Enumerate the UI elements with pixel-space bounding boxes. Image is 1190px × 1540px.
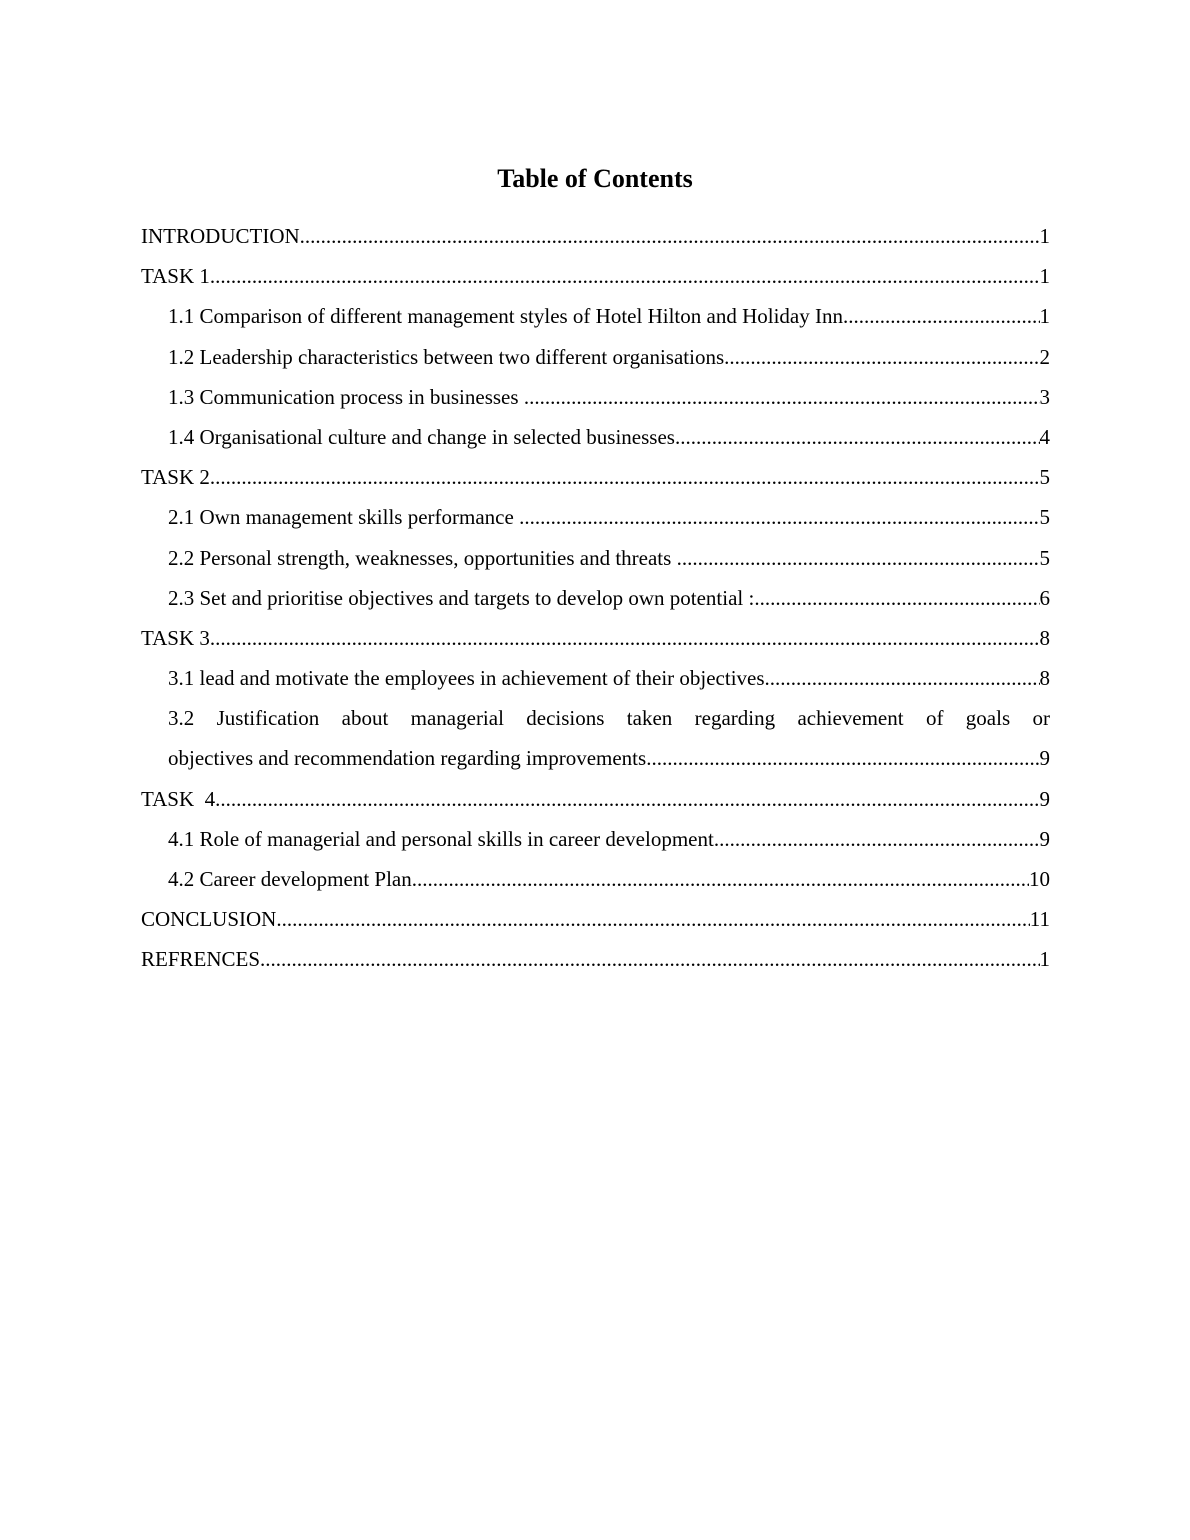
toc-word: or (1032, 706, 1050, 731)
toc-entry-page: 1 (1039, 947, 1050, 972)
toc-entry-4-2[interactable] (141, 859, 1050, 899)
toc-entry-1-4[interactable] (141, 417, 1050, 457)
toc-entry-label: 1.2 Leadership characteristics between two different organisations (168, 344, 725, 369)
dot-leader (524, 377, 1040, 417)
dot-leader (215, 779, 1039, 819)
dot-leader (210, 457, 1040, 497)
dot-leader (260, 939, 1039, 979)
toc-word: regarding (694, 706, 776, 731)
toc-entry-label: TASK 4 (141, 786, 216, 811)
toc-word: goals (965, 706, 1011, 731)
toc-entry-page: 5 (1039, 465, 1050, 490)
toc-word: 3.2 (168, 706, 195, 731)
toc-entry-page: 5 (1039, 545, 1050, 570)
toc-entry-label: objectives and recommendation regarding improvements (168, 746, 647, 771)
dot-leader (724, 337, 1039, 377)
toc-entry-2-2[interactable] (141, 538, 1050, 578)
toc-entry-label-line-2 (168, 738, 1050, 778)
toc-word: managerial (410, 706, 504, 731)
toc-entry-label: 4.1 Role of managerial and personal skills in career development (168, 826, 714, 851)
toc-entry-4-1[interactable] (141, 819, 1050, 859)
toc-entry-page: 1 (1039, 224, 1050, 248)
dot-leader (714, 819, 1040, 859)
toc-entry-2-3[interactable] (141, 578, 1050, 618)
toc-entry-page: 8 (1039, 666, 1050, 691)
toc-word: decisions (526, 706, 605, 731)
toc-entry-label: TASK 3 (141, 625, 210, 650)
dot-leader (765, 658, 1040, 698)
toc-entry-page: 3 (1039, 384, 1050, 409)
toc-entry-label: 2.1 Own management skills performance (168, 505, 520, 530)
toc-entry-page: 1 (1039, 304, 1050, 329)
toc-title: Table of Contents (497, 164, 693, 193)
toc-entry-label: 1.1 Comparison of different management styles of Hotel Hilton and Holiday Inn (168, 304, 843, 329)
toc-entry-label: TASK 1 (141, 264, 210, 289)
toc-entry-label: REFRENCES (141, 947, 261, 972)
table-of-contents (141, 216, 1050, 980)
toc-entry-3-2[interactable] (141, 698, 1050, 778)
toc-entry-task-4[interactable] (141, 779, 1050, 819)
toc-entry-label: TASK 2 (141, 465, 210, 490)
toc-word: achievement (797, 706, 904, 731)
toc-entry-label: 2.2 Personal strength, weaknesses, opportunities and threats (168, 545, 677, 570)
toc-entry-task-3[interactable] (141, 618, 1050, 658)
toc-entry-page: 10 (1029, 867, 1050, 891)
toc-word: of (925, 706, 944, 731)
toc-entry-task-2[interactable] (141, 457, 1050, 497)
dot-leader (276, 899, 1029, 939)
toc-entry-page: 4 (1039, 424, 1050, 449)
dot-leader (675, 417, 1040, 457)
dot-leader (677, 538, 1040, 578)
toc-entry-references[interactable] (141, 939, 1050, 979)
dot-leader (412, 859, 1029, 899)
dot-leader (646, 738, 1039, 778)
toc-entry-conclusion[interactable] (141, 899, 1050, 939)
dot-leader (754, 578, 1039, 618)
toc-entry-page: 9 (1039, 746, 1050, 771)
toc-entry-page: 1 (1039, 264, 1050, 289)
dot-leader (210, 618, 1040, 658)
toc-entry-1-3[interactable] (141, 377, 1050, 417)
dot-leader (210, 256, 1040, 296)
toc-entry-page: 9 (1039, 826, 1050, 851)
toc-entry-introduction[interactable] (141, 216, 1050, 256)
toc-entry-1-2[interactable] (141, 337, 1050, 377)
toc-entry-label: 1.3 Communication process in businesses (168, 384, 524, 409)
toc-entry-label: 3.1 lead and motivate the employees in achievement of their objectives (168, 666, 765, 691)
dot-leader (519, 497, 1039, 537)
toc-word: about (341, 706, 389, 731)
dot-leader (843, 296, 1040, 336)
toc-word: taken (626, 706, 673, 731)
toc-entry-page: 9 (1039, 786, 1050, 811)
toc-entry-2-1[interactable] (141, 497, 1050, 537)
toc-word: Justification (216, 706, 320, 731)
toc-entry-label: INTRODUCTION (141, 224, 300, 248)
toc-entry-page: 5 (1039, 505, 1050, 530)
toc-entry-page: 2 (1039, 344, 1050, 369)
toc-entry-3-1[interactable] (141, 658, 1050, 698)
toc-entry-page: 11 (1029, 907, 1050, 932)
toc-entry-label: 4.2 Career development Plan (168, 867, 412, 891)
toc-entry-label: CONCLUSION (141, 907, 277, 932)
toc-entry-task-1[interactable] (141, 256, 1050, 296)
dot-leader (300, 216, 1040, 256)
toc-entry-label-line-1 (168, 698, 1050, 738)
toc-entry-1-1[interactable] (141, 296, 1050, 336)
toc-entry-label: 2.3 Set and prioritise objectives and targets to develop own potential : (168, 585, 755, 610)
toc-entry-page: 6 (1039, 585, 1050, 610)
toc-entry-label: 1.4 Organisational culture and change in selected businesses (168, 424, 675, 449)
toc-entry-page: 8 (1039, 625, 1050, 650)
